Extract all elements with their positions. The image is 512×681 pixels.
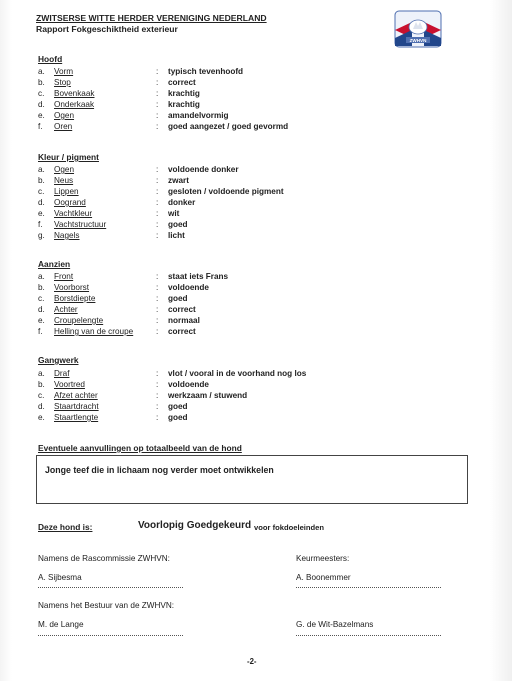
bestuur-name: M. de Lange bbox=[38, 620, 84, 629]
keurmeesters-label: Keurmeesters: bbox=[296, 554, 350, 563]
section-title-hoofd: Hoofd bbox=[38, 54, 63, 64]
section-title-gangwerk: Gangwerk bbox=[38, 355, 79, 365]
verdict-suffix: voor fokdoeleinden bbox=[254, 523, 325, 532]
signature-line bbox=[38, 586, 183, 588]
section-title-kleur: Kleur / pigment bbox=[38, 152, 99, 162]
report-title: Rapport Fokgeschiktheid exterieur bbox=[36, 24, 178, 34]
keurmeester-2-name: G. de Wit-Bazelmans bbox=[296, 620, 374, 629]
remarks-title: Eventuele aanvullingen op totaalbeeld van de hond bbox=[38, 443, 242, 453]
signature-line bbox=[38, 634, 183, 636]
remarks-text: Jonge teef die in lichaam nog verder moet ontwikkelen bbox=[45, 465, 274, 475]
keurmeester-1-name: A. Boonemmer bbox=[296, 573, 351, 582]
document-header bbox=[36, 13, 267, 35]
svg-text:ZWHVN: ZWHVN bbox=[409, 38, 427, 43]
verdict-label: Deze hond is: bbox=[38, 522, 93, 532]
organization-name: ZWITSERSE WITTE HERDER VERENIGING NEDERLAND bbox=[36, 13, 267, 23]
signature-line bbox=[296, 634, 441, 636]
signature-line bbox=[296, 586, 441, 588]
section-title-aanzien: Aanzien bbox=[38, 259, 71, 269]
page-number: -2- bbox=[247, 657, 257, 666]
document-page: ZWITSERSE WITTE HERDER VERENIGING NEDERLAND Rapport Fokgeschiktheid exterieur ZWHVN Hoofd a. Vorm : typisch tevenhoofd b. Stop : correct c. Bovenkaak : krachtig d. Onderkaak : krachtig e. Ogen : amandelvormig f. Oren : goed aangezet / goed gevormd Kleur / pigment a. Ogen : voldoende donker b. Neus : zwart c. Lippen : gesloten / voldoende pigment d. Oogrand : donker e. Vachtkleur : wit f. Vachtstructuur : goed g. Nagels : licht Aanzien a. Front : staat iets Frans b. Voorborst : voldoende c. Borstdiepte : goed d. Achter : correct e. Croupelengte : normaal f. Helling van de croupe : correct Gangwerk a. Draf : vlot / vooral in de voorhand nog los b. Voortred : voldoende c. Afzet achter : werkzaam / stuwend d. Staartdracht : goed e. Staartlengte : goed Eventuele aanvullingen op totaalbeeld van de hond Jonge teef die in lichaam nog verder moet ontwikkelen Deze hond is: Voorlopig Goedgekeurd voor fokdoeleinden Namens de Rascommissie ZWHVN: Keurmeesters: A. Sijbesma A. Boonemmer Namens het Bestuur van de ZWHVN: M. de Lange G. de Wit-Bazelmans -2- bbox=[0, 0, 512, 681]
rascommissie-name: A. Sijbesma bbox=[38, 573, 82, 582]
verdict-value: Voorlopig Goedgekeurd bbox=[138, 520, 252, 531]
club-logo bbox=[392, 8, 444, 50]
remarks-box bbox=[36, 455, 468, 504]
rascommissie-label: Namens de Rascommissie ZWHVN: bbox=[38, 554, 170, 563]
bestuur-label: Namens het Bestuur van de ZWHVN: bbox=[38, 601, 175, 610]
